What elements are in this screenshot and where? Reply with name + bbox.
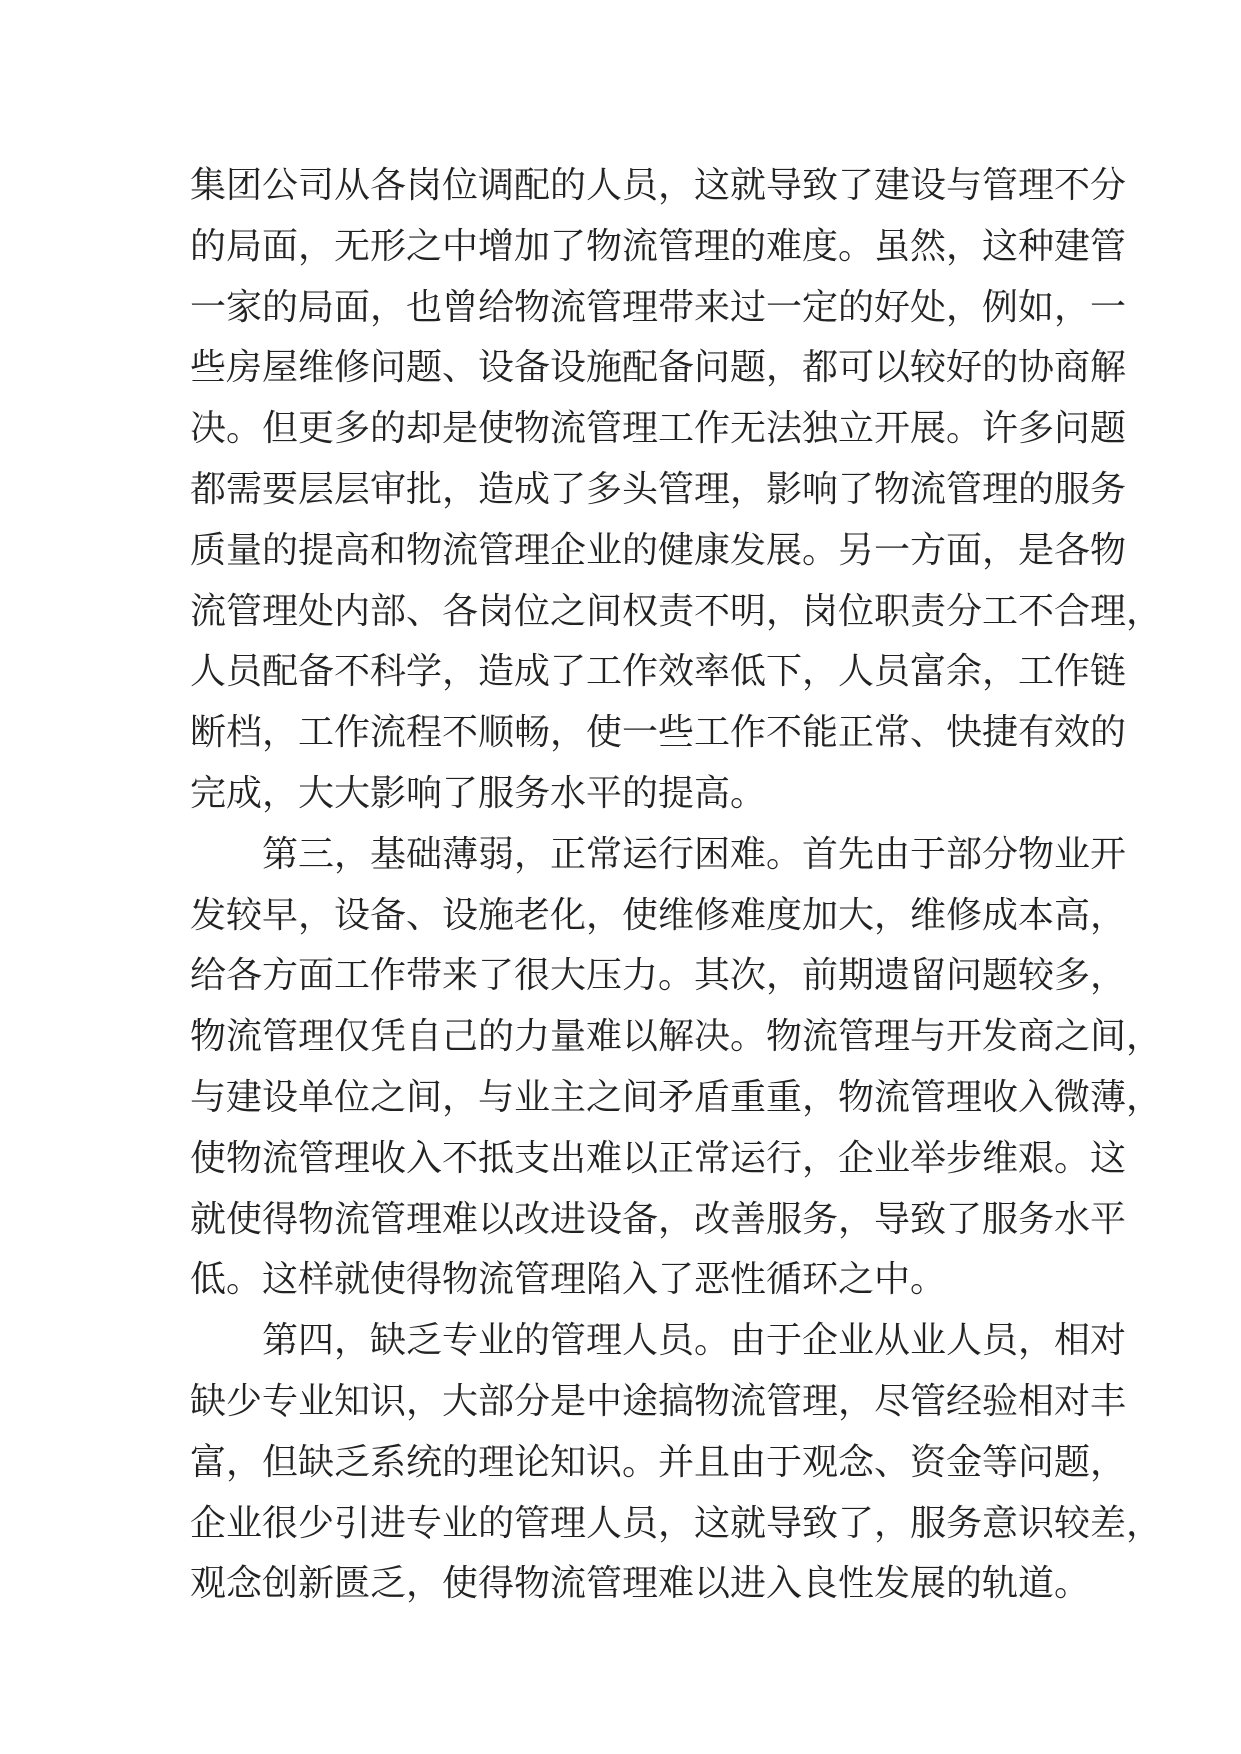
text-line: 缺少专业知识，大部分是中途搞物流管理，尽管经验相对丰	[190, 1380, 1127, 1422]
text-line: 断档，工作流程不顺畅，使一些工作不能正常、快捷有效的	[190, 712, 1127, 754]
text-line: 一家的局面，也曾给物流管理带来过一定的好处，例如，一	[190, 286, 1127, 328]
text-line: 流管理处内部、各岗位之间权责不明，岗位职责分工不合理，	[190, 590, 1163, 632]
text-line: 使物流管理收入不抵支出难以正常运行，企业举步维艰。这	[190, 1137, 1127, 1179]
paragraph-start-line: 第三，基础薄弱，正常运行困难。首先由于部分物业开	[262, 833, 1127, 875]
text-line: 给各方面工作带来了很大压力。其次，前期遗留问题较多，	[190, 955, 1127, 997]
text-line: 人员配备不科学，造成了工作效率低下，人员富余，工作链	[190, 651, 1127, 693]
text-line: 集团公司从各岗位调配的人员，这就导致了建设与管理不分	[190, 165, 1127, 206]
text-line: 些房屋维修问题、设备设施配备问题，都可以较好的协商解	[190, 347, 1127, 389]
text-line: 企业很少引进专业的管理人员，这就导致了，服务意识较差，	[190, 1502, 1163, 1544]
text-line: 就使得物流管理难以改进设备，改善服务，导致了服务水平	[190, 1198, 1127, 1240]
text-line: 的局面，无形之中增加了物流管理的难度。虽然，这种建管	[190, 225, 1127, 267]
text-line: 观念创新匮乏，使得物流管理难以进入良性发展的轨道。	[190, 1563, 1091, 1605]
document-body	[190, 156, 1163, 1615]
text-line: 质量的提高和物流管理企业的健康发展。另一方面，是各物	[190, 529, 1127, 571]
paragraph-start-line: 第四，缺乏专业的管理人员。由于企业从业人员，相对	[262, 1320, 1127, 1362]
text-line: 与建设单位之间，与业主之间矛盾重重，物流管理收入微薄，	[190, 1076, 1163, 1118]
text-line: 物流管理仅凭自己的力量难以解决。物流管理与开发商之间，	[190, 1016, 1163, 1058]
text-line: 发较早，设备、设施老化，使维修难度加大，维修成本高，	[190, 894, 1127, 936]
text-line: 完成，大大影响了服务水平的提高。	[190, 772, 767, 814]
text-line: 低。这样就使得物流管理陷入了恶性循环之中。	[190, 1259, 947, 1301]
text-line: 都需要层层审批，造成了多头管理，影响了物流管理的服务	[190, 468, 1127, 510]
text-line: 决。但更多的却是使物流管理工作无法独立开展。许多问题	[190, 408, 1127, 450]
text-line: 富，但缺乏系统的理论知识。并且由于观念、资金等问题，	[190, 1441, 1127, 1483]
